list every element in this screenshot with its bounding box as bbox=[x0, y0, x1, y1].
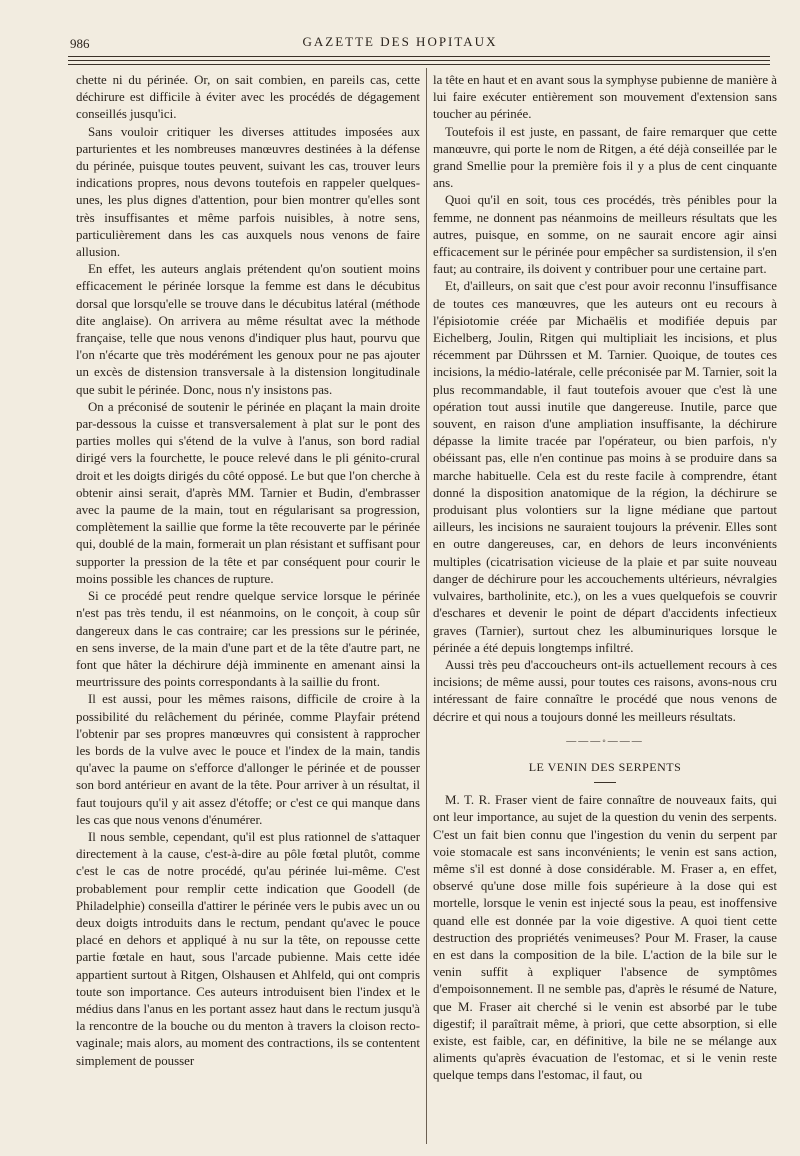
paragraph: Il est aussi, pour les mêmes raisons, difficile de croire à la possibilité du relâchement du périnée, comme Playfair prétend l'obtenir par ses propres manœuvres qui consistent à rapprocher les bords de la vulve avec le pouce et l'index de la main, tandis qu'avec la paume on s'efforce d'allonger le périnée et de pousser son bord antérieur en avant de la tête. Pour arriver à un résultat, il faut toujours qu'il y ait assez d'étoffe; or c'est ce qui manque dans les cas que nous venons d'énumérer. bbox=[76, 692, 420, 827]
paragraph: chette ni du périnée. Or, on sait combien, en pareils cas, cette déchirure est difficile à éviter avec les procédés de dégagement conseillés jusqu'ici. bbox=[76, 73, 420, 122]
journal-title: GAZETTE DES HOPITAUX bbox=[302, 34, 498, 49]
paragraph: Sans vouloir critiquer les diverses attitudes imposées aux parturientes et les nombreuses manœuvres destinées à la défense du périnée, puisque toutes peuvent, suivant les cas, trouver leurs indications propres, nous devons toutefois en rappeler quelques-unes, les plus dignes d'attention, pour bien montrer qu'elles sont très insuffisantes et même parfois nuisibles, à notre sens, particulièrement dans les cas auxquels nous venons de faire allusion. bbox=[76, 124, 420, 260]
section-title: LE VENIN DES SERPENTS bbox=[528, 759, 682, 774]
header-rule bbox=[68, 60, 770, 61]
right-column bbox=[433, 72, 777, 1085]
paragraph: Si ce procédé peut rendre quelque service lorsque le périnée n'est pas très tendu, il est néanmoins, on le conçoit, à coup sûr dangereux dans le cas contraire; car les pressions sur le périnée, en sens inverse, de la main d'une part et de la tête d'autre part, ne font que hâter la déchirure déjà imminente en amenant ainsi la meurtrissure des points correspondants à la saillie du front. bbox=[76, 589, 420, 690]
paragraph: la tête en haut et en avant sous la symphyse pubienne de manière à lui faire exécuter entièrement son mouvement d'extension sans toucher au périnée. bbox=[433, 73, 777, 122]
header-rule bbox=[68, 56, 770, 57]
section-separator: ———◦——— bbox=[566, 735, 644, 747]
header-rule bbox=[68, 64, 770, 65]
title-rule bbox=[594, 782, 616, 783]
column-divider bbox=[426, 68, 427, 1144]
paragraph: On a préconisé de soutenir le périnée en plaçant la main droite par-dessous la cuisse et transversalement à plat sur le pont des parties molles qui s'étend de la vulve à l'anus, son bord radial dirigé vers la fourchette, le pouce relevé dans le pli génito-crural droit et les doigts dirigés du côté opposé. Le but que l'on cherche à obtenir ainsi serait, d'après MM. Tarnier et Budin, d'embrasser avec la paume de la main, tout en régularisant sa progression, complètement la saillie que forme la tête recouverte par le périnée qui, doublé de la main, formerait un plan résistant et suffisant pour supporter la pression de la tête et par conséquent pour courir le moins possible les chances de rupture. bbox=[76, 399, 420, 586]
paragraph: Et, d'ailleurs, on sait que c'est pour avoir reconnu l'insuffisance de toutes ces manœuvres, que les auteurs ont eu recours à l'épisiotomie créée par Michaëlis et modifiée depuis par Eichelberg, Joulin, Ritgen qui multipliait les incisions, et plus récemment par Dührssen et M. Tarnier. Quoique, de toutes ces incisions, la médio-latérale, celle préconisée par M. Tarnier, soit la plus recommandable, il faut toutefois avouer que c'est là une opération tout aussi inutile que dangereuse. Inutile, parce que souvent, en raison d'une ampliation insuffisante, la déchirure dépasse la limite tracée par l'opérateur, ou bien parfois, n'y obéissant pas, elle n'en continue pas moins à se produire dans sa marche habituelle. Cela est du reste facile à comprendre, étant donné la disposition anatomique de la région, la déchirure se produisant plus volontiers sur la ligne médiane que partout ailleurs, les incisions ne sauraient toujours la prévenir. Elles sont en outre dangereuses, car, en dehors de leurs inconvénients multiples (cicatrisation vicieuse de la plaie et par suite nouveau danger de déchirure pour les accouchements ultérieurs, névralgies vulvaires, bartholinite, etc.), on les a vues quelquefois se couvrir d'eschares et devenir le point de départ d'accidents infectieux graves (Tarnier), surtout chez les albuminuriques lorsque le périnée a été depuis longtemps infiltré. bbox=[433, 279, 777, 655]
page-number: 986 bbox=[70, 36, 90, 51]
paragraph: En effet, les auteurs anglais prétendent qu'on soutient moins efficacement le périnée lorsque la femme est dans le décubitus dorsal que lorsqu'elle se trouve dans le décubitus latéral (méthode dite anglaise). On arrivera au même résultat avec la méthode française, telle que nous venons d'indiquer plus haut, pourvu que l'on n'écarte que très modérément les genoux pour ne pas ajouter un excès de distension transversale à la distension longitudinale que subit le périnée. Donc, nous n'y insistons pas. bbox=[76, 262, 420, 397]
left-column bbox=[76, 72, 420, 1070]
paragraph: Aussi très peu d'accoucheurs ont-ils actuellement recours à ces incisions; de même aussi, pour toutes ces raisons, avons-nous cru intéressant de faire connaître le procédé que nous venons de décrire et qui nous a toujours donné les meilleurs résultats. bbox=[433, 657, 777, 724]
paragraph: Toutefois il est juste, en passant, de faire remarquer que cette manœuvre, qui porte le nom de Ritgen, a été déjà conseillée par le grand Smellie pour la première fois il y a plus de cent cinquante ans. bbox=[433, 124, 777, 191]
paragraph: Il nous semble, cependant, qu'il est plus rationnel de s'attaquer directement à la cause, c'est-à-dire au pôle fœtal plutôt, comme c'est le cas de notre procédé, qu'au périnée lui-même. C'est probablement pour remplir cette indication que Goodell (de Philadelphie) conseilla d'attirer le périnée vers le pubis avec un ou deux doigts introduits dans le rectum, pendant qu'avec le pouce placé en dehors et appliqué à nu sur la tête, on repousse cette partie fœtale en haut, sous l'arcade pubienne. Mais cette idée appartient surtout à Ritgen, Olshausen et Ahlfeld, qui ont compris toute son importance. Ces auteurs introduisent bien l'index et le médius dans l'anus en les portant assez haut dans le rectum jusqu'à la rencontre de la bouche ou du menton à travers la cloison recto-vaginale; mais alors, au moment des contractions, ils se contentent simplement de pousser bbox=[76, 829, 420, 1068]
paragraph: Quoi qu'il en soit, tous ces procédés, très pénibles pour la femme, ne donnent pas néanmoins de meilleurs résultats que les autres, puisque, en somme, on ne saurait encore agir ainsi efficacement sur le périnée pour empêcher sa surdistension, il s'en faut; au contraire, ils doivent y contribuer pour une certaine part. bbox=[433, 193, 777, 277]
paragraph: M. T. R. Fraser vient de faire connaître de nouveaux faits, qui ont leur importance, au sujet de la question du venin des serpents. C'est un fait bien connu que l'ingestion du venin du serpent par voie stomacale est sans inconvénients; le venin est sans action, même s'il est donné à dose considérable. M. Fraser a, en effet, observé qu'une dose mille fois supérieure à la dose qui est mortelle, lorsque le venin est injecté sous la peau, est inoffensive quand elle est donnée par la voie digestive. A quoi tient cette destruction des propriétés venimeuses? Pour M. Fraser, la cause en est dans la composition de la bile. L'action de la bile sur le venin suffit à expliquer l'absence de symptômes d'empoisonnement. Il ne semble pas, d'après le résumé de Nature, que M. Fraser ait cherché si le venin est absorbé par le tube digestif; il paraîtrait même, à priori, que cette absorption, si elle existe, est faible, car, en définitive, la bile ne se mélange aux aliments qu'après évacuation de l'estomac, et si le venin reste quelque temps dans l'estomac, il faut, ou bbox=[433, 793, 777, 1083]
